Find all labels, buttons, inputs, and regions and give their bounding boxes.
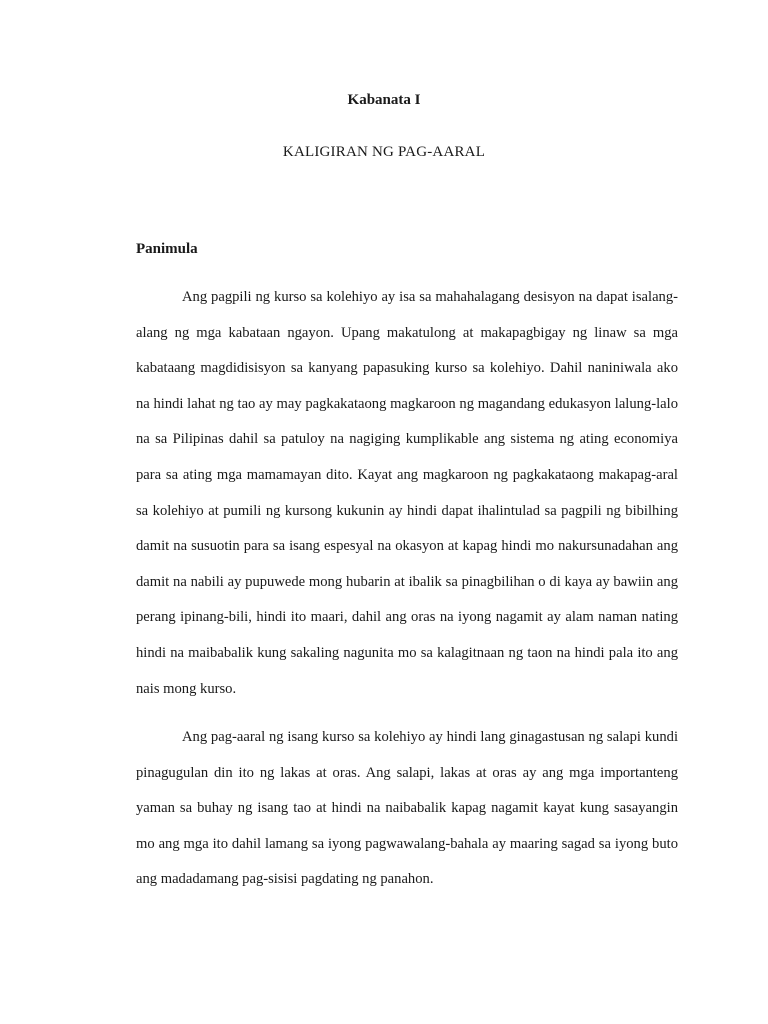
body-paragraph: Ang pagpili ng kurso sa kolehiyo ay isa sa mahahalagang desisyon na dapat isalang-alang ng mga kabataan ngayon. Upang makatulong at makapagbigay ng linaw sa mga kabataang magdidisisyon sa kanyang papasuking kurso sa kolehiyo. Dahil naniniwala ako na hindi lahat ng tao ay may pagkakataong magkaroon ng magandang edukasyon lalung-lalo na sa Pilipinas dahil sa patuloy na nagiging kumplikable ang sistema ng ating economiya para sa ating mga mamamayan dito. Kayat ang magkaroon ng pagkakataong makapag-aral sa kolehiyo at pumili ng kursong kukunin ay hindi dapat ihalintulad sa pagpili ng bibilhing damit na susuotin para sa isang espesyal na okasyon at kapag hindi mo nakursunadahan ang damit na nabili ay pupuwede mong hubarin at ibalik sa pinagbilihan o di kaya ay bawiin ang perang ipinang-bili, hindi ito maari, dahil ang oras na iyong nagamit ay alam naman nating hindi na maibabalik kung sakaling nagunita mo sa kalagitnaan ng taon na hindi pala ito ang nais mong kurso. (136, 289, 678, 697)
section-heading: Panimula (136, 241, 198, 257)
body-paragraph: Ang pag-aaral ng isang kurso sa kolehiyo ay hindi lang ginagastusan ng salapi kundi pinagugulan din ito ng lakas at oras. Ang salapi, lakas at oras ay ang mga importanteng yaman sa buhay ng isang tao at hindi na naibabalik kapag nagamit kayat kung sasayangin mo ang mga ito dahil lamang sa iyong pagwawalang-bahala ay maaring sagad sa iyong buto ang madadamang pag-sisisi pagdating ng panahon. (136, 729, 678, 888)
chapter-heading: Kabanata I (347, 92, 421, 108)
chapter-title: KALIGIRAN NG PAG-AARAL (282, 144, 486, 160)
